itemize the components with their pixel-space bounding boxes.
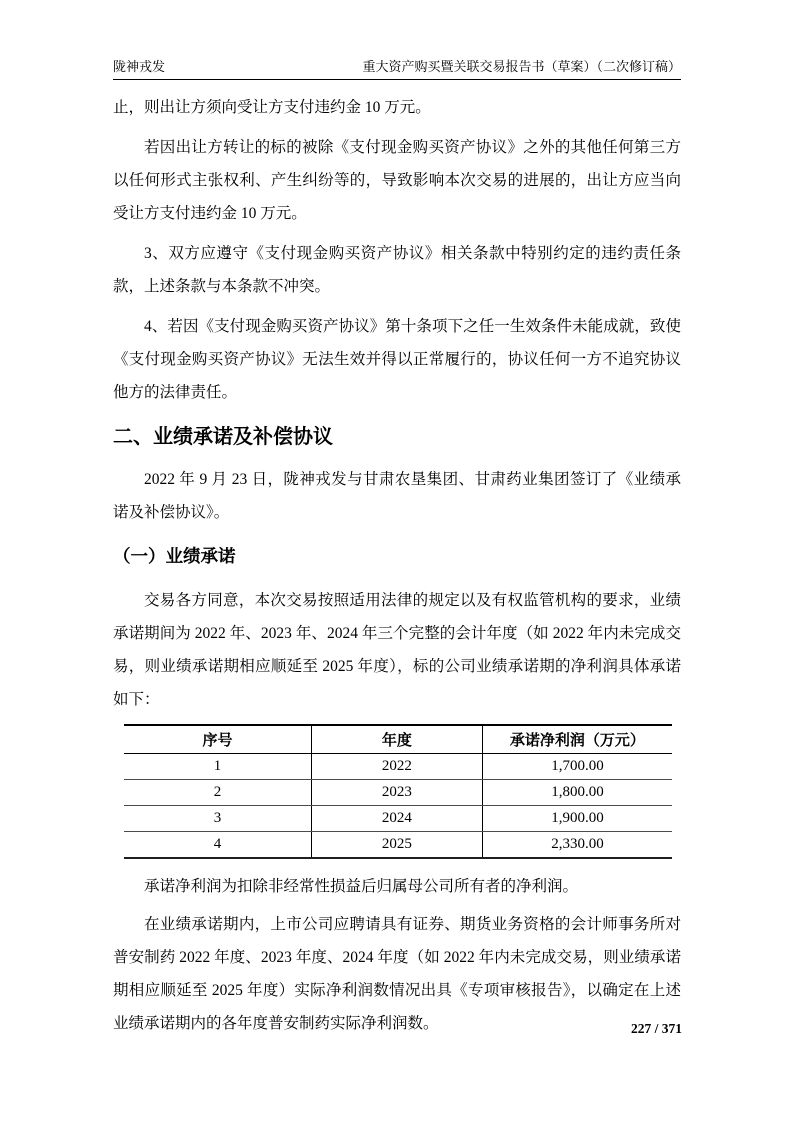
cell-year: 2022 (311, 754, 482, 780)
page-number: 227 / 371 (630, 1021, 682, 1036)
document-body (113, 91, 681, 1040)
paragraph-commitment-period: 交易各方同意，本次交易按照适用法律的规定以及有权监管机构的要求，业绩承诺期间为 2022 年、2023 年、2024 年三个完整的会计年度（如 2022 年内未完成交易，则业绩承诺期相应顺延至 2025 年度），标的公司业绩承诺期的净利润具体承诺如下： (113, 592, 681, 708)
column-header-year: 年度 (311, 725, 482, 754)
header-doc-title: 重大资产购买暨关联交易报告书（草案）（二次修订稿） (362, 59, 681, 74)
cell-profit: 1,700.00 (482, 754, 672, 780)
column-header-index: 序号 (124, 725, 311, 754)
column-header-committed-profit: 承诺净利润（万元） (482, 725, 672, 754)
table-row (124, 780, 672, 806)
paragraph-third-party-claims: 若因出让方转让的标的被除《支付现金购买资产协议》之外的其他任何第三方以任何形式主张权利、产生纠纷等的，导致影响本次交易的进展的，出让方应当向受让方支付违约金 10 万元。 (113, 139, 681, 222)
cell-year: 2024 (311, 806, 482, 832)
cell-profit: 2,330.00 (482, 832, 672, 859)
paragraph-profit-definition: 承诺净利润为扣除非经常性损益后归属母公司所有者的净利润。 (144, 878, 579, 895)
paragraph-audit-requirement: 在业绩承诺期内，上市公司应聘请具有证券、期货业务资格的会计师事务所对普安制药 2022 年度、2023 年度、2024 年度（如 2022 年内未完成交易，则业绩承诺期相应顺延至 2025 年度）实际净利润数情况出具《专项审核报告》，以确定在上述业绩承诺期内的各年度普安制药实际净利润数。 (113, 916, 681, 1032)
paragraph-clause-3: 3、双方应遵守《支付现金购买资产协议》相关条款中特别约定的违约责任条款，上述条款与本条款不冲突。 (113, 245, 681, 295)
header-company: 陇神戎发 (113, 59, 166, 74)
cell-profit: 1,800.00 (482, 780, 672, 806)
cell-year: 2025 (311, 832, 482, 859)
page-header (113, 56, 681, 80)
paragraph-agreement-signing: 2022 年 9 月 23 日，陇神戎发与甘肃农垦集团、甘肃药业集团签订了《业绩承诺及补偿协议》。 (113, 471, 681, 521)
cell-index: 4 (124, 832, 311, 859)
cell-index: 2 (124, 780, 311, 806)
net-profit-commitment-table (124, 724, 672, 859)
table-header-row (124, 725, 672, 754)
page-footer (631, 1021, 682, 1037)
table-row (124, 754, 672, 780)
cell-profit: 1,900.00 (482, 806, 672, 832)
subsection-heading-commitment: （一）业绩承诺 (113, 546, 236, 566)
table-row (124, 832, 672, 859)
cell-year: 2023 (311, 780, 482, 806)
table-row (124, 806, 672, 832)
paragraph-clause-4: 4、若因《支付现金购买资产协议》第十条项下之任一生效条件未能成就，致使《支付现金购买资产协议》无法生效并得以正常履行的，协议任何一方不追究协议他方的法律责任。 (113, 318, 681, 401)
section-heading-performance-commitment: 二、业绩承诺及补偿协议 (113, 426, 333, 448)
paragraph-continuation: 止，则出让方须向受让方支付违约金 10 万元。 (113, 99, 431, 116)
cell-index: 3 (124, 806, 311, 832)
cell-index: 1 (124, 754, 311, 780)
